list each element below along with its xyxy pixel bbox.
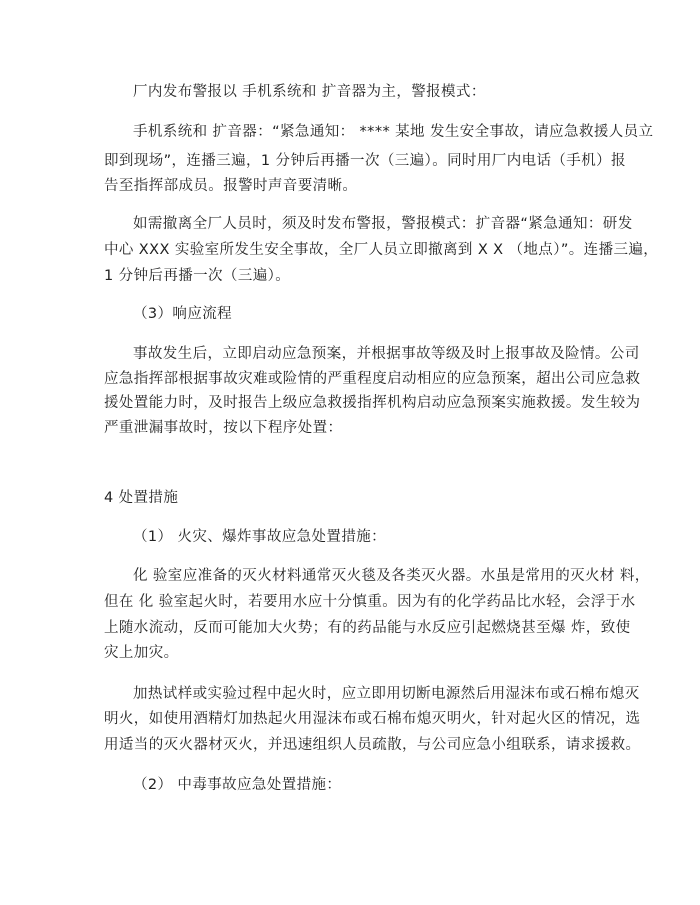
section-heading: （3）响应流程 <box>133 306 233 322</box>
text-line: 手机系统和 扩音器：“紧急通知： **** 某地 发生安全事故，请应急救援人员立 <box>133 124 654 140</box>
text-line: 如需撤离全厂人员时，须及时发布警报，警报模式：扩音器“紧急通知：研发 <box>133 216 633 232</box>
text-line: 告至指挥部成员。报警时声音要清晰。 <box>104 178 358 194</box>
text-line: 1 分钟后再播一次（三遍）。 <box>104 268 291 284</box>
text-line: 化 验室应准备的灭火材料通常灭火毯及各类灭火器。水虽是常用的灭火材 料， <box>133 568 650 584</box>
text-line: 加热试样或实验过程中起火时，应立即用切断电源然后用湿沫布或石棉布熄灭 <box>133 686 640 702</box>
text-line: 即到现场”，连播三遍，1 分钟后再播一次（三遍）。同时用厂内电话（手机）报 <box>104 153 626 169</box>
text-line: 严重泄漏事故时，按以下程序处置： <box>104 420 343 436</box>
text-line: 明火，如使用酒精灯加热起火用湿沫布或石棉布熄灭明火，针对起火区的情况，选 <box>104 711 641 727</box>
text-line: 援处置能力时，及时报告上级应急救援指挥机构启动应急预案实施救援。发生较为 <box>104 395 641 411</box>
text-line: 用适当的灭火器材灭火，并迅速组织人员疏散，与公司应急小组联系，请求援救。 <box>104 737 641 753</box>
section-heading: （1） 火灾、爆炸事故应急处置措施： <box>133 529 387 545</box>
text-line: 中心 XXX 实验室所发生安全事故，全厂人员立即撤离到 X X （地点）”。连播三遍， <box>104 242 659 258</box>
text-line: 事故发生后，立即启动应急预案，并根据事故等级及时上报事故及险情。公司 <box>133 346 640 362</box>
section-heading: （2） 中毒事故应急处置措施： <box>133 777 342 793</box>
text-line: 但在 化 验室起火时，若要用水应十分慎重。因为有的化学药品比水轻，会浮于水 <box>104 594 636 610</box>
text-line: 灾上加灾。 <box>104 645 179 661</box>
section-heading: 4 处置措施 <box>104 490 179 506</box>
text-line: 应急指挥部根据事故灾难或险情的严重程度启动相应的应急预案，超出公司应急救 <box>104 371 641 387</box>
text-line: 厂内发布警报以 手机系统和 扩音器为主，警报模式： <box>133 84 486 100</box>
text-line: 上随水流动，反而可能加大火势；有的药品能与水反应引起燃烧甚至爆 炸，致使 <box>104 620 631 636</box>
